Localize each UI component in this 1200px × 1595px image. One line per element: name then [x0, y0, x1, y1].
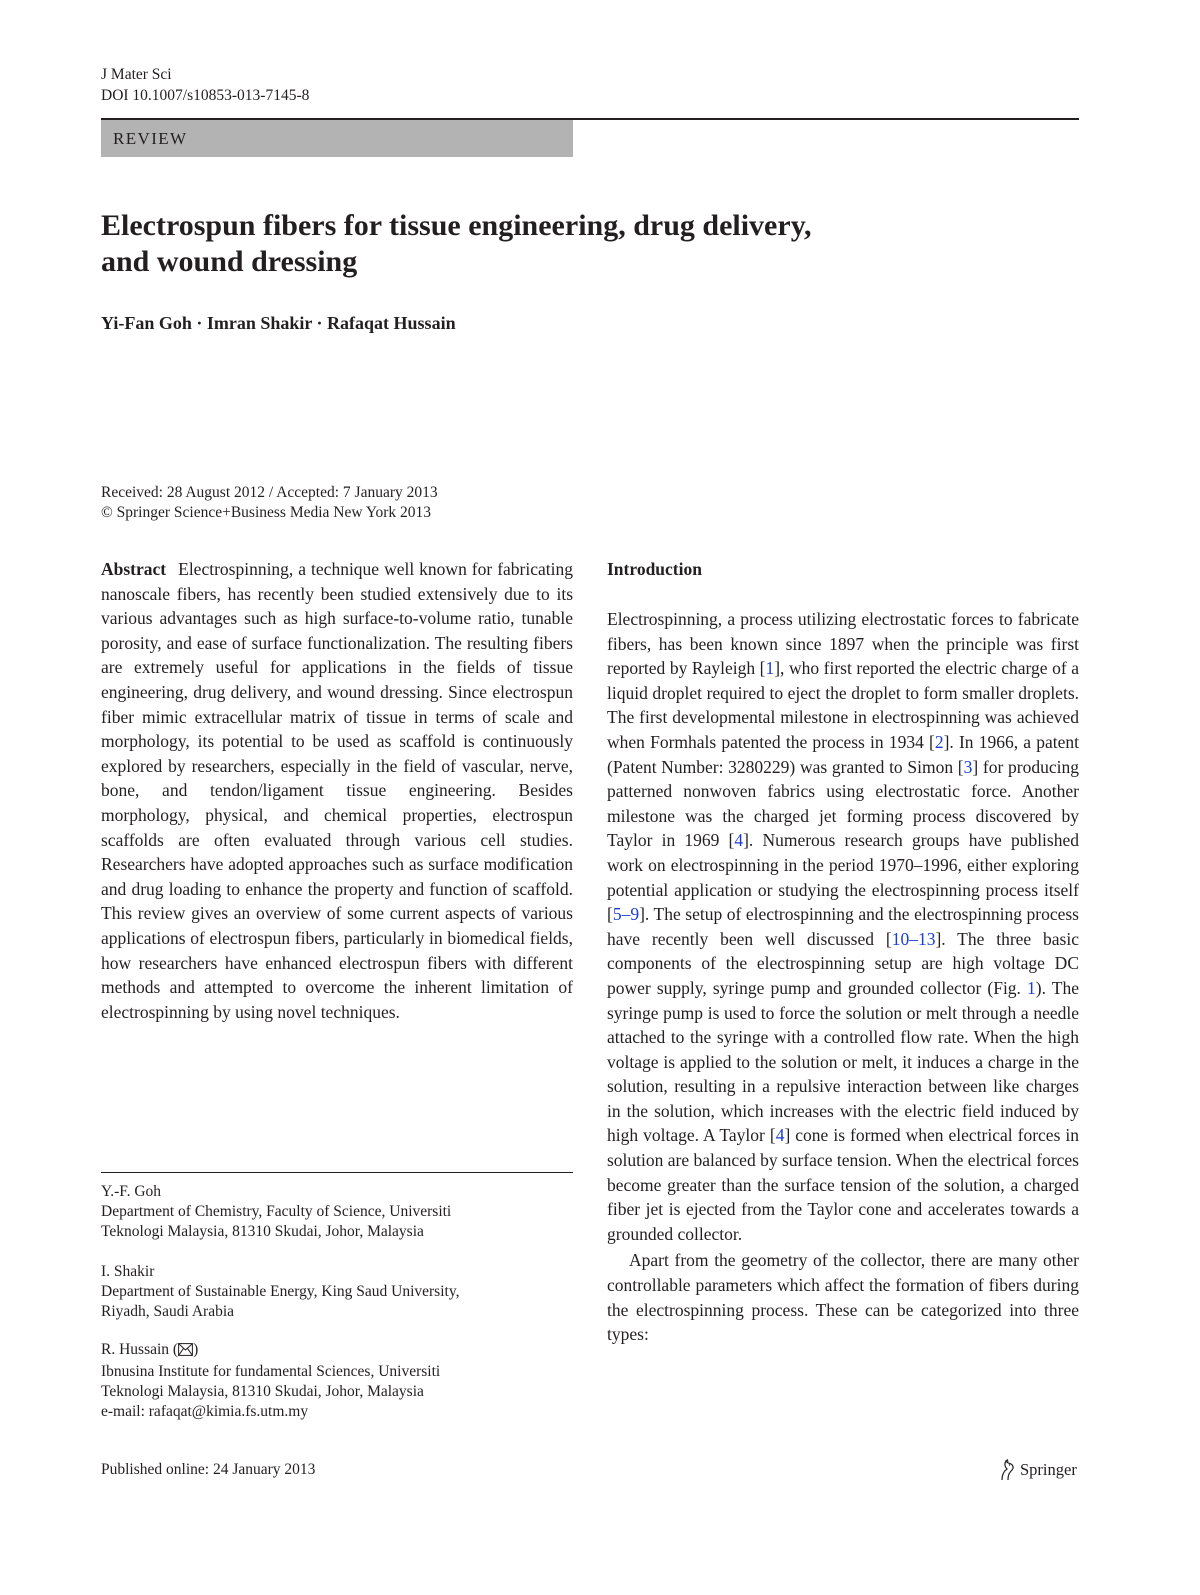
publisher-logo [998, 1457, 1077, 1483]
citation-link[interactable]: 5–9 [612, 904, 640, 925]
citation-link[interactable]: 10–13 [891, 928, 936, 949]
affiliation-line: Ibnusina Institute for fundamental Sciences, Universiti [101, 1363, 441, 1380]
affiliation-line: Department of Sustainable Energy, King Saud University, [101, 1283, 460, 1300]
affiliation-name: I. Shakir [101, 1263, 155, 1280]
citation-link[interactable]: 3 [963, 756, 973, 777]
affiliation-shakir [101, 1262, 573, 1322]
affiliation-hussain [101, 1340, 573, 1422]
intro-paragraph-2: Apart from the geometry of the collector, there are many other controllable parameters which affect the formation of fibers during the electrospinning process. These can be categorized into three types: [607, 1250, 1079, 1345]
email[interactable]: e-mail: rafaqat@kimia.fs.utm.my [101, 1403, 309, 1420]
affiliation-line: Department of Chemistry, Faculty of Science, Universiti [101, 1203, 452, 1220]
journal-info [101, 64, 309, 106]
doi: DOI 10.1007/s10853-013-7145-8 [101, 87, 310, 104]
affiliation-name: R. Hussain ( ) [101, 1340, 573, 1362]
affiliation-rule [101, 1172, 573, 1173]
title-line-1: Electrospun fibers for tissue engineering, drug delivery, [101, 209, 812, 242]
citation-link[interactable]: 4 [734, 830, 744, 851]
introduction-heading: Introduction [607, 559, 702, 579]
section-label: REVIEW [101, 120, 573, 157]
figure-link[interactable]: 1 [1027, 977, 1036, 998]
received-accepted: Received: 28 August 2012 / Accepted: 7 January 2013 [101, 484, 438, 501]
copyright: © Springer Science+Business Media New York 2013 [101, 504, 432, 521]
article-title [101, 208, 1001, 280]
affiliation-line: Riyadh, Saudi Arabia [101, 1303, 235, 1320]
intro-paragraph-1: Electrospinning, a process utilizing electrostatic forces to fabricate fibers, has been known since 1897 when the principle was first reported by Rayleigh [1], who first reported the electric charge of a liquid droplet required to eject the droplet to form smaller droplets. The first developmental milestone in electrospinning was achieved when Formhals patented the process in 1934 [2]. In 1966, a patent (Patent Number: 3280229) was granted to Simon [3] for producing patterned nonwoven fabrics using electrostatic force. Another milestone was the charged jet forming process discovered by Taylor in 1969 [4]. Numerous research groups have published work on electrospinning in the period 1970–1996, either exploring potential application or studying the electrospinning process itself [5–9]. The setup of electrospinning and the electrospinning process have recently been well discussed [10–13]. The three basic components of the electrospinning setup are high voltage DC power supply, syringe pump and grounded collector (Fig. 1). The syringe pump is used to force the solution or melt through a needle attached to the syringe with a controlled flow rate. When the high voltage is applied to the solution or melt, it induces a charge in the solution, resulting in a repulsive interaction between like charges in the solution, which increases with the electric field induced by high voltage. A Taylor [4] cone is formed when electrical forces in solution are balanced by surface tension. When the electrical forces become greater than the surface tension of the solution, a charged fiber jet is ejected from the Taylor cone and accelerates towards a grounded collector. [607, 609, 1080, 1244]
citation-link[interactable]: 2 [934, 731, 944, 752]
title-line-2: and wound dressing [101, 245, 358, 278]
publisher-name: Springer [1020, 1460, 1077, 1479]
citation-link[interactable]: 1 [765, 658, 775, 679]
envelope-icon[interactable] [178, 1342, 193, 1362]
citation-link[interactable]: 4 [775, 1125, 785, 1146]
affiliation-name: Y.-F. Goh [101, 1183, 162, 1200]
article-history [101, 483, 438, 523]
springer-horse-icon [998, 1459, 1016, 1481]
published-online: Published online: 24 January 2013 [101, 1461, 316, 1478]
journal-name: J Mater Sci [101, 66, 172, 83]
abstract-label: Abstract [101, 559, 167, 579]
affiliation-goh [101, 1182, 573, 1242]
affiliation-line: Teknologi Malaysia, 81310 Skudai, Johor, Malaysia [101, 1223, 424, 1240]
abstract [101, 557, 573, 1024]
abstract-text: Electrospinning, a technique well known for fabricating nanoscale fibers, has recently been studied extensively due to its various advantages such as high surface-to-volume ratio, tunable porosity, and ease of surface functionalization. The resulting fibers are extremely useful for applications in the fields of tissue engineering, drug delivery, and wound dressing. Since electrospun fiber mimic extracellular matrix of tissue in terms of scale and morphology, its potential to be used as scaffold is continuously explored by researchers, especially in the field of vascular, nerve, bone, and tendon/ligament tissue engineering. Besides morphology, physical, and chemical properties, electrospun scaffolds are often evaluated through various cell studies. Researchers have adopted approaches such as surface modification and drug loading to enhance the property and function of scaffold. This review gives an overview of some current aspects of various applications of electrospun fibers, particularly in biomedical fields, how researchers have enhanced electrospun fibers with different methods and attempted to overcome the inherent limitation of electrospinning by using novel techniques. [101, 559, 573, 1022]
author-list: Yi-Fan Goh · Imran Shakir · Rafaqat Hussain [101, 313, 456, 333]
introduction-body [607, 607, 1079, 1347]
affiliation-line: Teknologi Malaysia, 81310 Skudai, Johor, Malaysia [101, 1383, 424, 1400]
